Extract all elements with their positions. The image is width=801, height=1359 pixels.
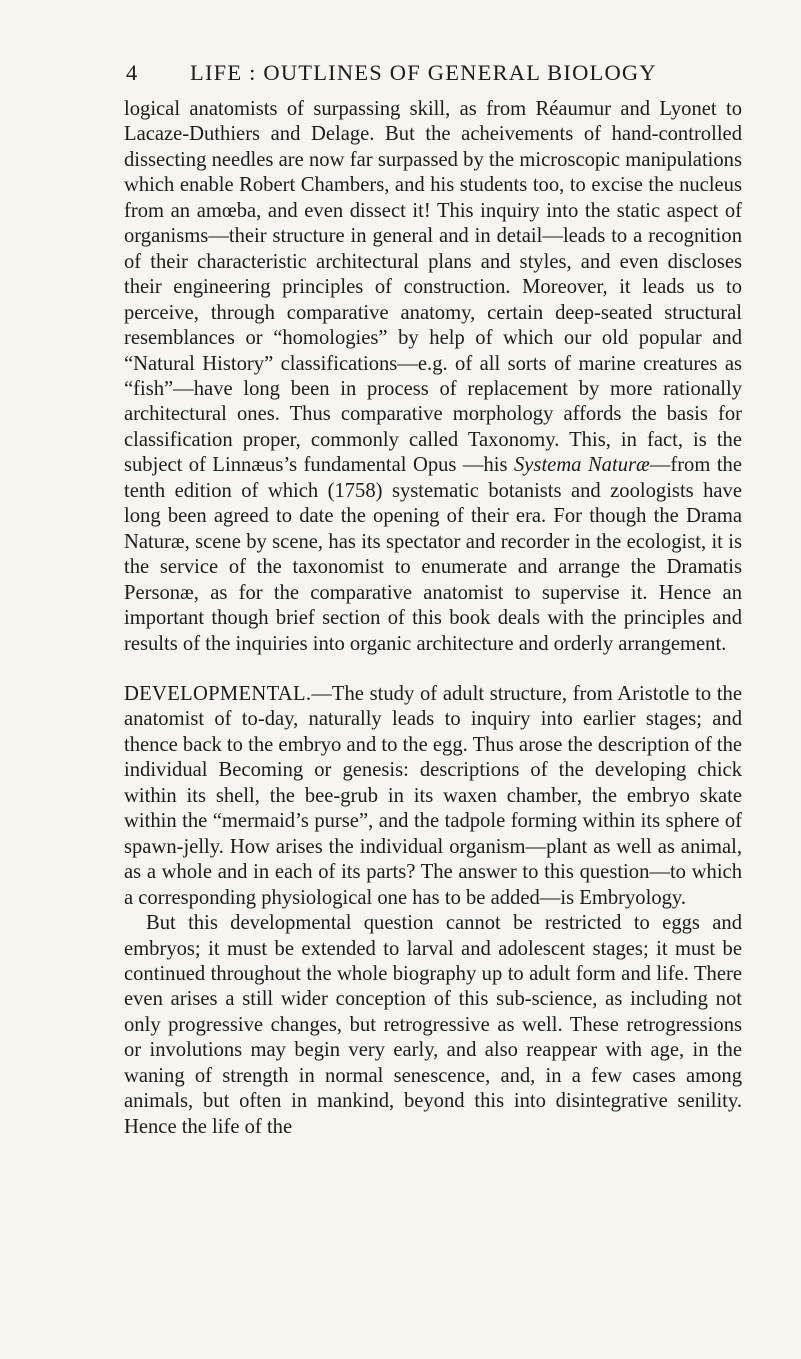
- running-head: [124, 60, 742, 94]
- paragraph-text: logical anatomists of surpassing skill, as from Réaumur and Lyonet to Lacaze-Duthiers and Delage. But the acheivements of hand-controlled dissecting needles are now far surpassed by the microscopic manipulations which enable Robert Chambers, and his students too, to excise the nucleus from an amœba, and even dissect it! This inquiry into the static aspect of organisms—their structure in general and in detail—leads to a recognition of their characteristic architectural plans and styles, and even discloses their engineering principles of construction. Moreover, it leads us to perceive, through comparative anatomy, certain deep-seated structural resemblances or “homologies” by help of which our old popular and “Natural History” classifications—e.g. of all sorts of marine creatures as “fish”—have long been in process of replacement by more rationally architectural ones. Thus comparative morphology affords the basis for classification proper, commonly called Taxonomy. This, in fact, is the subject of Linnæus’s fundamental Opus —his: [124, 98, 742, 477]
- paragraph-text: —The study of adult structure, from Aristotle to the anatomist of to-day, naturally leads to inquiry into earlier stages; and thence back to the embryo and to the egg. Thus arose the description of the individual Becoming or genesis: descriptions of the developing chick within its shell, the bee-grub in its waxen chamber, the embryo skate within the “mermaid’s purse”, and the tadpole forming within its sphere of spawn-jelly. How arises the individual organism—plant as well as animal, as a whole and in each of its parts? The answer to this question—to which a corresponding physiological one has to be added—is Embryology.: [124, 682, 742, 909]
- paragraph-text: —from the tenth edition of which (1758) systematic botanists and zoologists have long been agreed to date the opening of their era. For though the Drama Naturæ, scene by scene, has its spectator and recorder in the ecologist, it is the service of the taxonomist to enumerate and arrange the Dramatis Personæ, as for the comparative anatomist to supervise it. Hence an important though brief section of this book deals with the principles and results of the inquiries into organic architecture and orderly arrangement.: [124, 454, 742, 655]
- running-title: LIFE : OUTLINES OF GENERAL BIOLOGY: [190, 60, 657, 85]
- section-heading: DEVELOPMENTAL.: [124, 682, 312, 705]
- paragraph-developmental: [124, 682, 742, 911]
- paragraph-morphology: [124, 97, 742, 657]
- page-number: 4: [126, 60, 139, 85]
- italic-title: Systema Naturæ: [514, 454, 650, 477]
- body-text: [124, 97, 742, 1140]
- paragraph-text: But this developmental question cannot be restricted to eggs and embryos; it must be extended to larval and adolescent stages; it must be continued throughout the whole biography up to adult form and life. There even arises a still wider conception of this sub-science, as including not only progressive changes, but retrogressive as well. These retrogressions or involutions may begin very early, and also reappear with age, in the waning of strength in normal senescence, and, in a few cases among animals, but often in mankind, beyond this into disintegrative senility. Hence the life of the: [124, 912, 742, 1138]
- paragraph-developmental-continued: [124, 911, 742, 1140]
